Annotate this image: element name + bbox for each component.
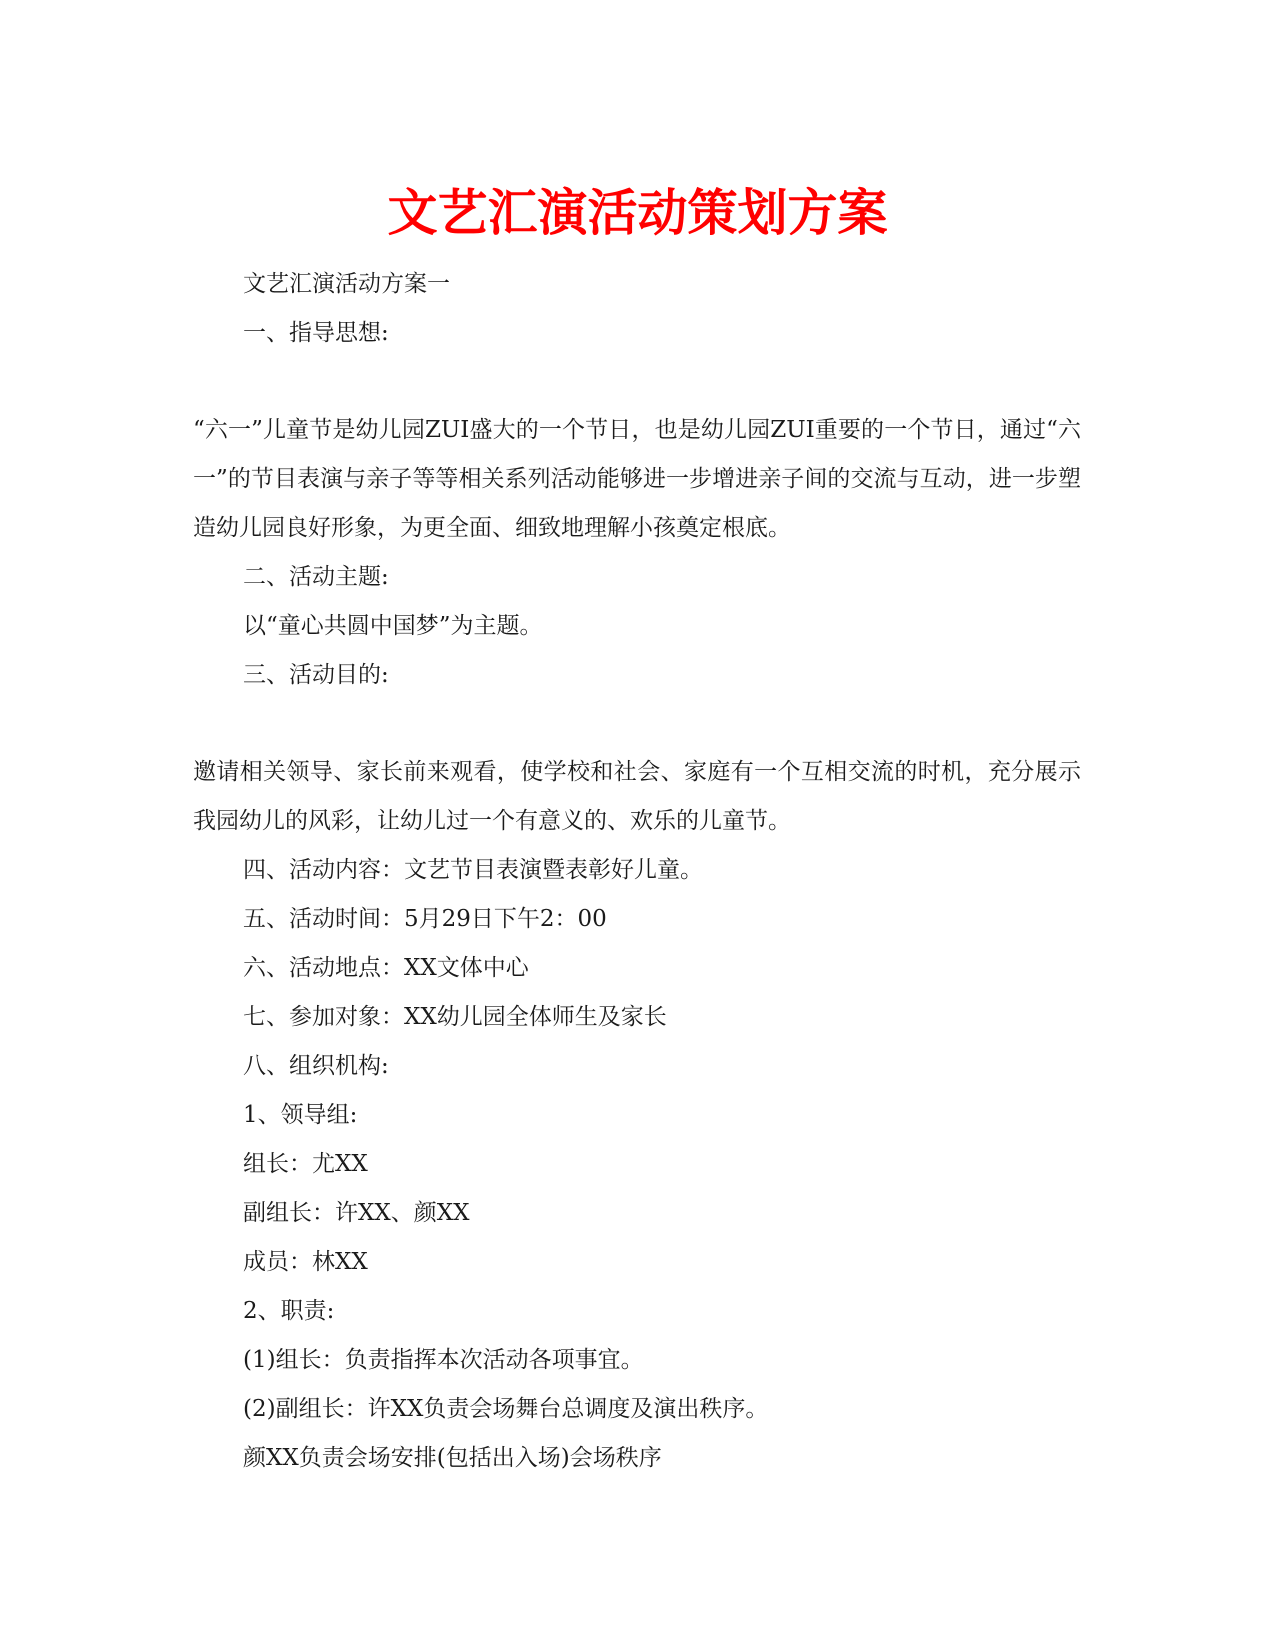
members: 成员：林XX — [243, 1249, 368, 1275]
spacer — [193, 358, 1081, 406]
duties-heading: 2、职责: — [243, 1298, 335, 1324]
duty-deputy-2: 颜XX负责会场安排(包括出入场)会场秩序 — [243, 1445, 662, 1471]
theme-text: 以“童心共圆中国梦”为主题。 — [243, 613, 543, 639]
duty-deputy-1: (2)副组长：许XX负责会场舞台总调度及演出秩序。 — [243, 1396, 769, 1422]
leadership-group-heading: 1、领导组: — [243, 1102, 358, 1128]
plan-heading: 文艺汇演活动方案一 — [243, 271, 450, 297]
document-body — [193, 260, 1081, 1483]
activity-location: 六、活动地点：XX文体中心 — [243, 955, 529, 981]
document-title: 文艺汇演活动策划方案 — [387, 184, 888, 242]
duty-leader: (1)组长：负责指挥本次活动各项事宜。 — [243, 1347, 644, 1373]
spacer — [193, 700, 1081, 748]
group-leader: 组长：尤XX — [243, 1151, 368, 1177]
participants: 七、参加对象：XX幼儿园全体师生及家长 — [243, 1004, 667, 1030]
section-heading-purpose: 三、活动目的: — [243, 662, 389, 688]
deputy-leaders: 副组长：许XX、颜XX — [243, 1200, 470, 1226]
activity-time: 五、活动时间：5月29日下午2：00 — [243, 906, 607, 932]
activity-content: 四、活动内容：文艺节目表演暨表彰好儿童。 — [243, 857, 703, 883]
section-heading-guiding-ideology: 一、指导思想: — [243, 320, 389, 346]
section-heading-theme: 二、活动主题: — [243, 564, 389, 590]
section-heading-organization: 八、组织机构: — [243, 1053, 389, 1079]
paragraph-guiding-ideology: “六一”儿童节是幼儿园ZUI盛大的一个节日，也是幼儿园ZUI重要的一个节日，通过“六一”的节目表演与亲子等等相关系列活动能够进一步增进亲子间的交流与互动，进一步塑造幼儿园良好形象，为更全面、细致地理解小孩奠定根底。 — [193, 417, 1081, 541]
paragraph-purpose: 邀请相关领导、家长前来观看，使学校和社会、家庭有一个互相交流的时机，充分展示我园幼儿的风彩，让幼儿过一个有意义的、欢乐的儿童节。 — [193, 759, 1081, 834]
